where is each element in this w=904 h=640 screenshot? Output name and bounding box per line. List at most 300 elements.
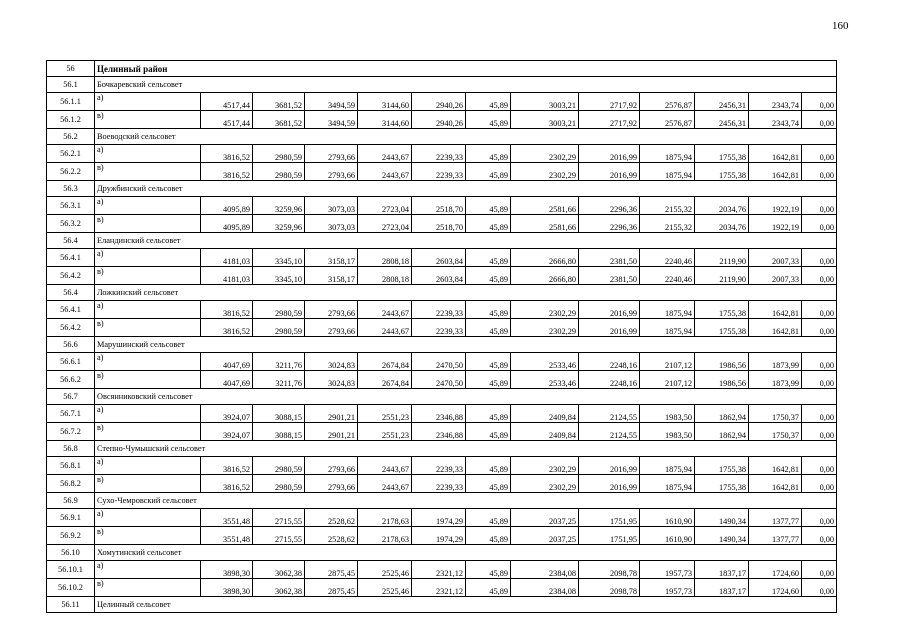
value-cell: 3073,03 [305, 215, 358, 233]
value-cell: 0,00 [802, 319, 837, 337]
value-cell: 2875,45 [305, 561, 358, 579]
section-name: Целинный сельсовет [95, 597, 837, 613]
value-cell: 1875,94 [640, 457, 695, 475]
page-number: 160 [832, 20, 849, 32]
value-cell: 0,00 [802, 423, 837, 441]
value-cell: 2443,67 [358, 319, 412, 337]
value-cell: 2034,76 [695, 215, 749, 233]
value-cell: 4517,44 [201, 93, 253, 111]
value-cell: 2470,50 [412, 371, 466, 389]
row-code: 56.8.1 [47, 457, 95, 475]
value-cell: 3073,03 [305, 197, 358, 215]
value-cell: 1875,94 [640, 145, 695, 163]
row-label: в) [95, 319, 201, 337]
value-cell: 3003,21 [511, 111, 579, 129]
value-cell: 0,00 [802, 267, 837, 285]
value-cell: 45,89 [466, 527, 511, 545]
value-cell: 1957,73 [640, 579, 695, 597]
row-label: в) [95, 423, 201, 441]
value-cell: 3158,17 [305, 249, 358, 267]
row-code: 56.3.2 [47, 215, 95, 233]
table-row [47, 163, 837, 181]
value-cell: 1377,77 [749, 527, 802, 545]
row-code: 56.9.1 [47, 509, 95, 527]
value-cell: 0,00 [802, 197, 837, 215]
value-cell: 45,89 [466, 353, 511, 371]
table-row [47, 267, 837, 285]
value-cell: 2980,59 [253, 145, 305, 163]
value-cell: 1922,19 [749, 215, 802, 233]
value-cell: 1755,38 [695, 319, 749, 337]
value-cell: 2239,33 [412, 475, 466, 493]
row-label: в) [95, 579, 201, 597]
value-cell: 0,00 [802, 163, 837, 181]
section-row [47, 337, 837, 353]
value-cell: 2240,46 [640, 267, 695, 285]
row-label: в) [95, 371, 201, 389]
value-cell: 3816,52 [201, 319, 253, 337]
value-cell: 45,89 [466, 423, 511, 441]
value-cell: 2178,63 [358, 527, 412, 545]
value-cell: 1755,38 [695, 475, 749, 493]
row-code: 56.7.1 [47, 405, 95, 423]
value-cell: 2016,99 [579, 319, 640, 337]
row-code: 56.10.1 [47, 561, 95, 579]
value-cell: 45,89 [466, 267, 511, 285]
value-cell: 1922,19 [749, 197, 802, 215]
value-cell: 2443,67 [358, 145, 412, 163]
value-cell: 2456,31 [695, 111, 749, 129]
value-cell: 1724,60 [749, 561, 802, 579]
section-row [47, 233, 837, 249]
row-code: 56.1.1 [47, 93, 95, 111]
value-cell: 2525,46 [358, 561, 412, 579]
value-cell: 1837,17 [695, 561, 749, 579]
value-cell: 1862,94 [695, 423, 749, 441]
district-row [47, 61, 837, 77]
value-cell: 45,89 [466, 405, 511, 423]
value-cell: 0,00 [802, 111, 837, 129]
value-cell: 1490,34 [695, 509, 749, 527]
value-cell: 45,89 [466, 579, 511, 597]
section-row [47, 129, 837, 145]
value-cell: 2384,08 [511, 579, 579, 597]
value-cell: 2443,67 [358, 457, 412, 475]
value-cell: 0,00 [802, 353, 837, 371]
table-row [47, 319, 837, 337]
section-row [47, 545, 837, 561]
row-label: а) [95, 197, 201, 215]
value-cell: 2980,59 [253, 475, 305, 493]
row-code: 56.2 [47, 129, 95, 145]
value-cell: 1986,56 [695, 353, 749, 371]
value-cell: 2037,25 [511, 509, 579, 527]
value-cell: 2016,99 [579, 163, 640, 181]
value-cell: 1490,34 [695, 527, 749, 545]
value-cell: 2551,23 [358, 405, 412, 423]
value-cell: 2016,99 [579, 475, 640, 493]
row-code: 56.10 [47, 545, 95, 561]
value-cell: 3898,30 [201, 561, 253, 579]
value-cell: 1875,94 [640, 163, 695, 181]
value-cell: 1724,60 [749, 579, 802, 597]
section-name: Дружбинский сельсовет [95, 181, 837, 197]
value-cell: 2443,67 [358, 163, 412, 181]
value-cell: 3681,52 [253, 111, 305, 129]
value-cell: 2155,32 [640, 197, 695, 215]
value-cell: 2098,78 [579, 579, 640, 597]
value-cell: 3024,83 [305, 371, 358, 389]
value-cell: 2107,12 [640, 371, 695, 389]
value-cell: 45,89 [466, 509, 511, 527]
row-label: а) [95, 145, 201, 163]
row-code: 56.2.2 [47, 163, 95, 181]
table-body [47, 61, 837, 613]
value-cell: 2940,26 [412, 111, 466, 129]
value-cell: 0,00 [802, 405, 837, 423]
value-cell: 2239,33 [412, 301, 466, 319]
value-cell: 4181,03 [201, 249, 253, 267]
value-cell: 4047,69 [201, 371, 253, 389]
section-row [47, 493, 837, 509]
section-row [47, 77, 837, 93]
row-code: 56.1 [47, 77, 95, 93]
table-row [47, 527, 837, 545]
value-cell: 3144,60 [358, 111, 412, 129]
district-name: Целинный район [95, 61, 837, 77]
table-row [47, 353, 837, 371]
value-cell: 2940,26 [412, 93, 466, 111]
value-cell: 2346,88 [412, 405, 466, 423]
value-cell: 1974,29 [412, 527, 466, 545]
value-cell: 3144,60 [358, 93, 412, 111]
section-name: Хомутинский сельсовет [95, 545, 837, 561]
row-code: 56.11 [47, 597, 95, 613]
value-cell: 2525,46 [358, 579, 412, 597]
value-cell: 1642,81 [749, 163, 802, 181]
value-cell: 3088,15 [253, 423, 305, 441]
value-cell: 2381,50 [579, 267, 640, 285]
table-row [47, 579, 837, 597]
value-cell: 1862,94 [695, 405, 749, 423]
value-cell: 4181,03 [201, 267, 253, 285]
value-cell: 3551,48 [201, 527, 253, 545]
value-cell: 2155,32 [640, 215, 695, 233]
value-cell: 2901,21 [305, 423, 358, 441]
row-label: в) [95, 267, 201, 285]
section-row [47, 389, 837, 405]
value-cell: 2715,55 [253, 527, 305, 545]
value-cell: 2343,74 [749, 93, 802, 111]
value-cell: 2248,16 [579, 353, 640, 371]
value-cell: 2119,90 [695, 249, 749, 267]
value-cell: 1642,81 [749, 457, 802, 475]
value-cell: 2576,87 [640, 93, 695, 111]
value-cell: 2007,33 [749, 249, 802, 267]
value-cell: 0,00 [802, 509, 837, 527]
row-label: в) [95, 475, 201, 493]
value-cell: 3816,52 [201, 163, 253, 181]
value-cell: 45,89 [466, 215, 511, 233]
value-cell: 2551,23 [358, 423, 412, 441]
value-cell: 1642,81 [749, 301, 802, 319]
row-code: 56.6.1 [47, 353, 95, 371]
value-cell: 3551,48 [201, 509, 253, 527]
value-cell: 2533,46 [511, 353, 579, 371]
value-cell: 4095,89 [201, 197, 253, 215]
value-cell: 2343,74 [749, 111, 802, 129]
section-row [47, 441, 837, 457]
value-cell: 1875,94 [640, 475, 695, 493]
value-cell: 0,00 [802, 215, 837, 233]
row-code: 56.2.1 [47, 145, 95, 163]
value-cell: 1974,29 [412, 509, 466, 527]
table-row [47, 215, 837, 233]
row-code: 56.6.2 [47, 371, 95, 389]
section-name: Еландинский сельсовет [95, 233, 837, 249]
value-cell: 3898,30 [201, 579, 253, 597]
value-cell: 2409,84 [511, 405, 579, 423]
value-cell: 2107,12 [640, 353, 695, 371]
section-name: Сухо-Чемровский сельсовет [95, 493, 837, 509]
value-cell: 2533,46 [511, 371, 579, 389]
value-cell: 1377,77 [749, 509, 802, 527]
value-cell: 2240,46 [640, 249, 695, 267]
row-code: 56.4.1 [47, 301, 95, 319]
value-cell: 2518,70 [412, 197, 466, 215]
value-cell: 2901,21 [305, 405, 358, 423]
table-row [47, 145, 837, 163]
value-cell: 45,89 [466, 457, 511, 475]
value-cell: 2980,59 [253, 319, 305, 337]
value-cell: 1755,38 [695, 163, 749, 181]
value-cell: 2456,31 [695, 93, 749, 111]
value-cell: 3816,52 [201, 301, 253, 319]
table-row [47, 249, 837, 267]
value-cell: 2980,59 [253, 301, 305, 319]
row-code: 56.7.2 [47, 423, 95, 441]
table-row [47, 301, 837, 319]
section-name: Марушинский сельсовет [95, 337, 837, 353]
row-code: 56.4.2 [47, 319, 95, 337]
value-cell: 1755,38 [695, 457, 749, 475]
value-cell: 2248,16 [579, 371, 640, 389]
value-cell: 2098,78 [579, 561, 640, 579]
section-name: Овсянниковский сельсовет [95, 389, 837, 405]
value-cell: 3024,83 [305, 353, 358, 371]
value-cell: 2723,04 [358, 215, 412, 233]
value-cell: 2793,66 [305, 319, 358, 337]
value-cell: 2666,80 [511, 249, 579, 267]
value-cell: 0,00 [802, 93, 837, 111]
tariff-table [46, 60, 837, 613]
value-cell: 4517,44 [201, 111, 253, 129]
row-code: 56.3 [47, 181, 95, 197]
value-cell: 1983,50 [640, 423, 695, 441]
value-cell: 2381,50 [579, 249, 640, 267]
value-cell: 2119,90 [695, 267, 749, 285]
value-cell: 2302,29 [511, 457, 579, 475]
value-cell: 2603,84 [412, 249, 466, 267]
value-cell: 2302,29 [511, 475, 579, 493]
value-cell: 1751,95 [579, 509, 640, 527]
row-code: 56.1.2 [47, 111, 95, 129]
value-cell: 45,89 [466, 475, 511, 493]
value-cell: 1755,38 [695, 145, 749, 163]
value-cell: 2302,29 [511, 301, 579, 319]
value-cell: 4095,89 [201, 215, 253, 233]
section-name: Степно-Чумышский сельсовет [95, 441, 837, 457]
value-cell: 1837,17 [695, 579, 749, 597]
value-cell: 0,00 [802, 301, 837, 319]
value-cell: 3003,21 [511, 93, 579, 111]
row-label: а) [95, 457, 201, 475]
table-row [47, 561, 837, 579]
row-code: 56.9.2 [47, 527, 95, 545]
table-row [47, 93, 837, 111]
value-cell: 1642,81 [749, 145, 802, 163]
row-code: 56.4 [47, 233, 95, 249]
value-cell: 2302,29 [511, 145, 579, 163]
district-code: 56 [47, 61, 95, 77]
value-cell: 0,00 [802, 457, 837, 475]
value-cell: 2443,67 [358, 301, 412, 319]
value-cell: 1873,99 [749, 371, 802, 389]
value-cell: 3259,96 [253, 215, 305, 233]
section-row [47, 597, 837, 613]
value-cell: 2016,99 [579, 457, 640, 475]
value-cell: 2528,62 [305, 527, 358, 545]
value-cell: 2296,36 [579, 215, 640, 233]
value-cell: 2793,66 [305, 457, 358, 475]
table-row [47, 111, 837, 129]
value-cell: 2793,66 [305, 163, 358, 181]
value-cell: 3259,96 [253, 197, 305, 215]
value-cell: 4047,69 [201, 353, 253, 371]
value-cell: 3088,15 [253, 405, 305, 423]
value-cell: 2321,12 [412, 579, 466, 597]
value-cell: 2603,84 [412, 267, 466, 285]
value-cell: 0,00 [802, 145, 837, 163]
row-label: а) [95, 561, 201, 579]
value-cell: 2034,76 [695, 197, 749, 215]
table-row [47, 475, 837, 493]
value-cell: 45,89 [466, 371, 511, 389]
value-cell: 2016,99 [579, 145, 640, 163]
value-cell: 2470,50 [412, 353, 466, 371]
value-cell: 2007,33 [749, 267, 802, 285]
value-cell: 3816,52 [201, 145, 253, 163]
row-label: в) [95, 163, 201, 181]
row-label: а) [95, 301, 201, 319]
value-cell: 3924,07 [201, 423, 253, 441]
value-cell: 45,89 [466, 111, 511, 129]
value-cell: 2124,55 [579, 423, 640, 441]
table-row [47, 457, 837, 475]
value-cell: 1875,94 [640, 301, 695, 319]
value-cell: 2576,87 [640, 111, 695, 129]
row-code: 56.6 [47, 337, 95, 353]
row-label: в) [95, 111, 201, 129]
value-cell: 3681,52 [253, 93, 305, 111]
section-name: Ложкинский сельсовет [95, 285, 837, 301]
value-cell: 3494,59 [305, 93, 358, 111]
value-cell: 1755,38 [695, 301, 749, 319]
value-cell: 0,00 [802, 249, 837, 267]
value-cell: 2239,33 [412, 145, 466, 163]
value-cell: 45,89 [466, 561, 511, 579]
row-code: 56.10.2 [47, 579, 95, 597]
value-cell: 2384,08 [511, 561, 579, 579]
value-cell: 2409,84 [511, 423, 579, 441]
value-cell: 2037,25 [511, 527, 579, 545]
value-cell: 2717,92 [579, 111, 640, 129]
value-cell: 3062,38 [253, 579, 305, 597]
value-cell: 1642,81 [749, 475, 802, 493]
value-cell: 2321,12 [412, 561, 466, 579]
value-cell: 3345,10 [253, 249, 305, 267]
value-cell: 45,89 [466, 319, 511, 337]
value-cell: 2581,66 [511, 197, 579, 215]
row-label: в) [95, 527, 201, 545]
value-cell: 0,00 [802, 527, 837, 545]
value-cell: 45,89 [466, 301, 511, 319]
row-code: 56.7 [47, 389, 95, 405]
value-cell: 1610,90 [640, 509, 695, 527]
table-row [47, 509, 837, 527]
value-cell: 2715,55 [253, 509, 305, 527]
row-label: а) [95, 405, 201, 423]
value-cell: 2528,62 [305, 509, 358, 527]
value-cell: 2875,45 [305, 579, 358, 597]
value-cell: 2518,70 [412, 215, 466, 233]
value-cell: 0,00 [802, 475, 837, 493]
value-cell: 2346,88 [412, 423, 466, 441]
value-cell: 2239,33 [412, 319, 466, 337]
section-row [47, 181, 837, 197]
value-cell: 1873,99 [749, 353, 802, 371]
value-cell: 3345,10 [253, 267, 305, 285]
value-cell: 1875,94 [640, 319, 695, 337]
value-cell: 3816,52 [201, 475, 253, 493]
value-cell: 3158,17 [305, 267, 358, 285]
row-label: а) [95, 249, 201, 267]
row-code: 56.4 [47, 285, 95, 301]
value-cell: 1750,37 [749, 405, 802, 423]
value-cell: 0,00 [802, 579, 837, 597]
value-cell: 2124,55 [579, 405, 640, 423]
value-cell: 1957,73 [640, 561, 695, 579]
value-cell: 1750,37 [749, 423, 802, 441]
section-row [47, 285, 837, 301]
value-cell: 2808,18 [358, 267, 412, 285]
row-code: 56.4.1 [47, 249, 95, 267]
row-label: а) [95, 509, 201, 527]
value-cell: 2296,36 [579, 197, 640, 215]
table-row [47, 423, 837, 441]
table-row [47, 197, 837, 215]
value-cell: 1610,90 [640, 527, 695, 545]
value-cell: 1983,50 [640, 405, 695, 423]
row-label: а) [95, 353, 201, 371]
section-name: Бочкаревский сельсовет [95, 77, 837, 93]
value-cell: 45,89 [466, 145, 511, 163]
value-cell: 45,89 [466, 197, 511, 215]
value-cell: 2239,33 [412, 457, 466, 475]
value-cell: 2674,84 [358, 371, 412, 389]
row-code: 56.9 [47, 493, 95, 509]
row-label: а) [95, 93, 201, 111]
